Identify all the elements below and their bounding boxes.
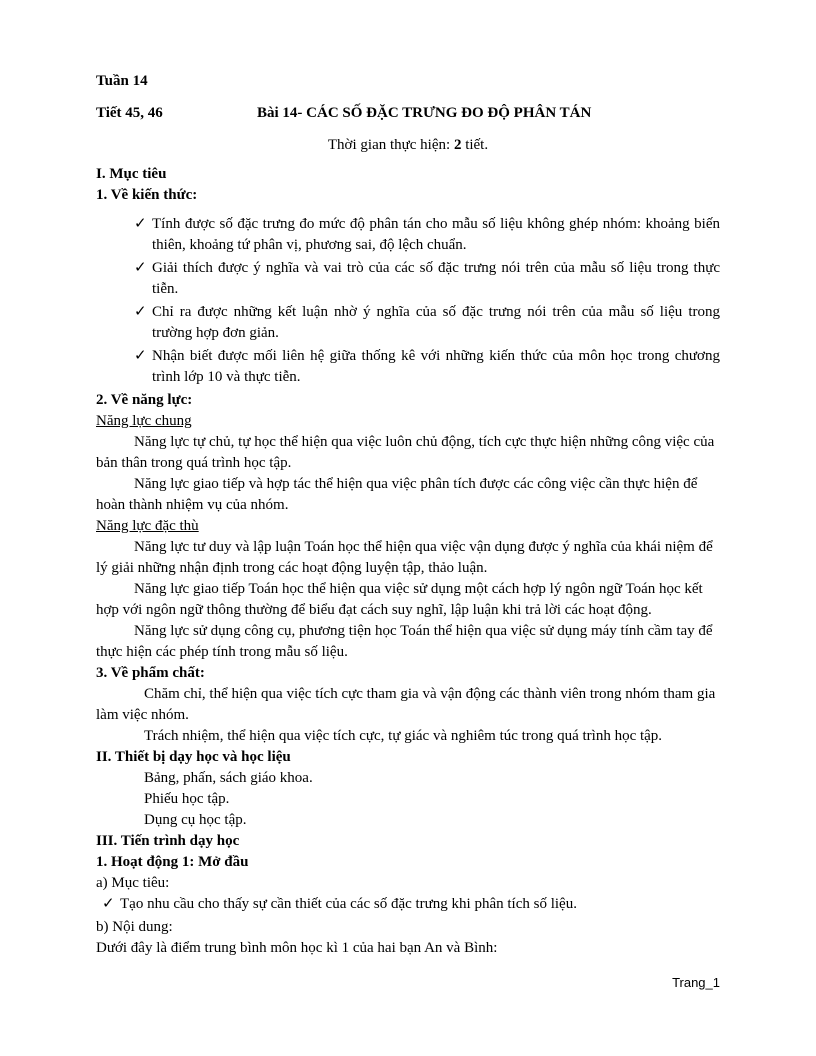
paragraph: Năng lực sử dụng công cụ, phương tiện học Toán thể hiện qua việc sử dụng máy tính cầm tay để thực hiện các phép tính trong mẫu số liệu. bbox=[96, 623, 713, 660]
knowledge-title: 1. Về kiến thức: bbox=[96, 187, 198, 203]
list-item: Phiếu học tập. bbox=[144, 791, 230, 807]
competency-title: 2. Về năng lực: bbox=[96, 392, 193, 408]
content-label: b) Nội dung: bbox=[96, 919, 173, 935]
section1-title: I. Mục tiêu bbox=[96, 166, 167, 182]
paragraph: Năng lực tự chủ, tự học thể hiện qua việc luôn chủ động, tích cực thực hiện những công việc của bản thân trong quá trình học tập. bbox=[96, 434, 715, 471]
section2-title: II. Thiết bị dạy học và học liệu bbox=[96, 749, 291, 765]
week-label: Tuần 14 bbox=[96, 73, 148, 89]
quality-title: 3. Về phẩm chất: bbox=[96, 665, 205, 681]
checkmark-icon: ✓ bbox=[134, 260, 147, 276]
list-item: ✓ Tạo nhu cầu cho thấy sự cần thiết của các số đặc trưng khi phân tích số liệu. bbox=[96, 894, 720, 915]
duration-line: Thời gian thực hiện: 2 tiết. bbox=[327, 137, 489, 153]
checkmark-icon: ✓ bbox=[134, 304, 147, 320]
list-item: Dụng cụ học tập. bbox=[144, 812, 247, 828]
paragraph: Năng lực tư duy và lập luận Toán học thể hiện qua việc vận dụng được ý nghĩa của khái niệm để lý giải những nhận định trong các hoạt động luyện tập, thảo luận. bbox=[96, 539, 713, 576]
list-item: ✓ Tính được số đặc trưng đo mức độ phân tán cho mẫu số liệu không ghép nhóm: khoảng biến thiên, khoảng tứ phân vị, phương sai, độ lệch chuẩn. bbox=[134, 216, 720, 253]
activity1-title: 1. Hoạt động 1: Mở đầu bbox=[96, 854, 249, 870]
document-body bbox=[96, 71, 720, 959]
general-competency-title: Năng lực chung bbox=[96, 413, 192, 429]
objective-label: a) Mục tiêu: bbox=[96, 875, 170, 891]
paragraph: Năng lực giao tiếp Toán học thể hiện qua việc sử dụng một cách hợp lý ngôn ngữ Toán học kết hợp với ngôn ngữ thông thường để biểu đạt cách suy nghĩ, lập luận khi trả lời các hoạt động. bbox=[96, 581, 703, 618]
lesson-header-row bbox=[96, 103, 720, 124]
list-item: ✓ Nhận biết được mối liên hệ giữa thống kê với những kiến thức của môn học trong chương trình lớp 10 và thực tiễn. bbox=[134, 348, 720, 385]
list-item: ✓ Giải thích được ý nghĩa và vai trò của các số đặc trưng nói trên của mẫu số liệu trong thực tiễn. bbox=[134, 260, 720, 297]
list-item: Bảng, phấn, sách giáo khoa. bbox=[144, 770, 313, 786]
checkmark-icon: ✓ bbox=[134, 348, 147, 364]
paragraph: Dưới đây là điểm trung bình môn học kì 1 của hai bạn An và Bình: bbox=[96, 940, 498, 956]
specific-competency-title: Năng lực đặc thù bbox=[96, 518, 199, 534]
paragraph: Năng lực giao tiếp và hợp tác thể hiện qua việc phân tích được các công việc cần thực hiện để hoàn thành nhiệm vụ của nhóm. bbox=[96, 476, 698, 513]
checkmark-icon: ✓ bbox=[102, 896, 115, 912]
knowledge-list bbox=[96, 214, 720, 388]
lesson-title: Bài 14- CÁC SỐ ĐẶC TRƯNG ĐO ĐỘ PHÂN TÁN bbox=[257, 105, 592, 121]
paragraph: Trách nhiệm, thể hiện qua việc tích cực, tự giác và nghiêm túc trong quá trình học tập. bbox=[144, 728, 663, 744]
checkmark-icon: ✓ bbox=[134, 216, 147, 232]
list-item: ✓ Chỉ ra được những kết luận nhờ ý nghĩa của số đặc trưng nói trên của mẫu số liệu trong trường hợp đơn giản. bbox=[134, 304, 720, 341]
page-number: Trang_1 bbox=[672, 975, 720, 990]
period-label: Tiết 45, 46 bbox=[96, 105, 163, 121]
paragraph: Chăm chỉ, thể hiện qua việc tích cực tham gia và vận động các thành viên trong nhóm tham gia làm việc nhóm. bbox=[96, 686, 716, 723]
section3-title: III. Tiến trình dạy học bbox=[96, 833, 240, 849]
objective-list bbox=[96, 894, 720, 915]
